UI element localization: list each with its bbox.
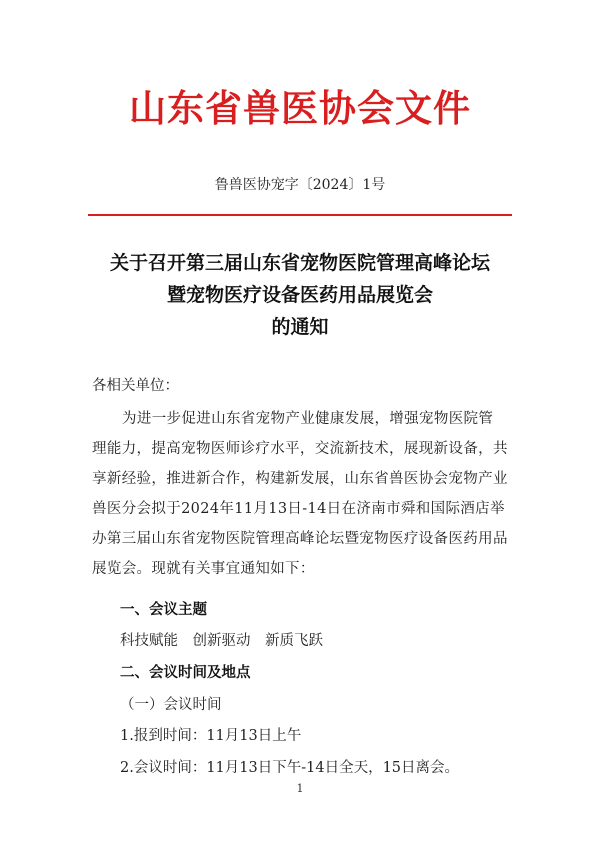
- body-paragraph: 为进一步促进山东省宠物产业健康发展，增强宠物医院管理能力，提高宠物医师诊疗水平，交流新技术，展现新设备，共享新经验，推进新合作，构建新发展，山东省兽医协会宠物产业兽医分会拟于2024年11月13日-14日在济南市舜和国际酒店举办第三届山东省宠物医院管理高峰论坛暨宠物医疗设备医药用品展览会。现就有关事宜通知如下：: [92, 411, 508, 577]
- red-divider-line: [88, 214, 512, 216]
- title-line-1: 关于召开第三届山东省宠物医院管理高峰论坛: [109, 252, 490, 274]
- salutation: 各相关单位：: [92, 378, 179, 394]
- section-2-item-1: 1.报到时间：11月13日上午: [120, 728, 302, 744]
- title-line-3: 的通知: [271, 316, 329, 338]
- section-2-item-2: 2.会议时间：11月13日下午-14日全天，15日离会。: [120, 760, 460, 776]
- page-number: 1: [296, 782, 304, 795]
- document-number: 鲁兽医协宠字〔2024〕1号: [214, 177, 386, 193]
- document-masthead: 山东省兽医协会文件: [129, 86, 471, 130]
- title-line-2: 暨宠物医疗设备医药用品展览会: [166, 284, 433, 306]
- section-1-heading: 一、会议主题: [120, 602, 207, 618]
- notice-title: [0, 247, 600, 343]
- section-2-heading: 二、会议时间及地点: [120, 665, 251, 681]
- section-2-subheading: （一）会议时间: [120, 697, 222, 713]
- section-1-content: 科技赋能 创新驱动 新质飞跃: [120, 633, 323, 649]
